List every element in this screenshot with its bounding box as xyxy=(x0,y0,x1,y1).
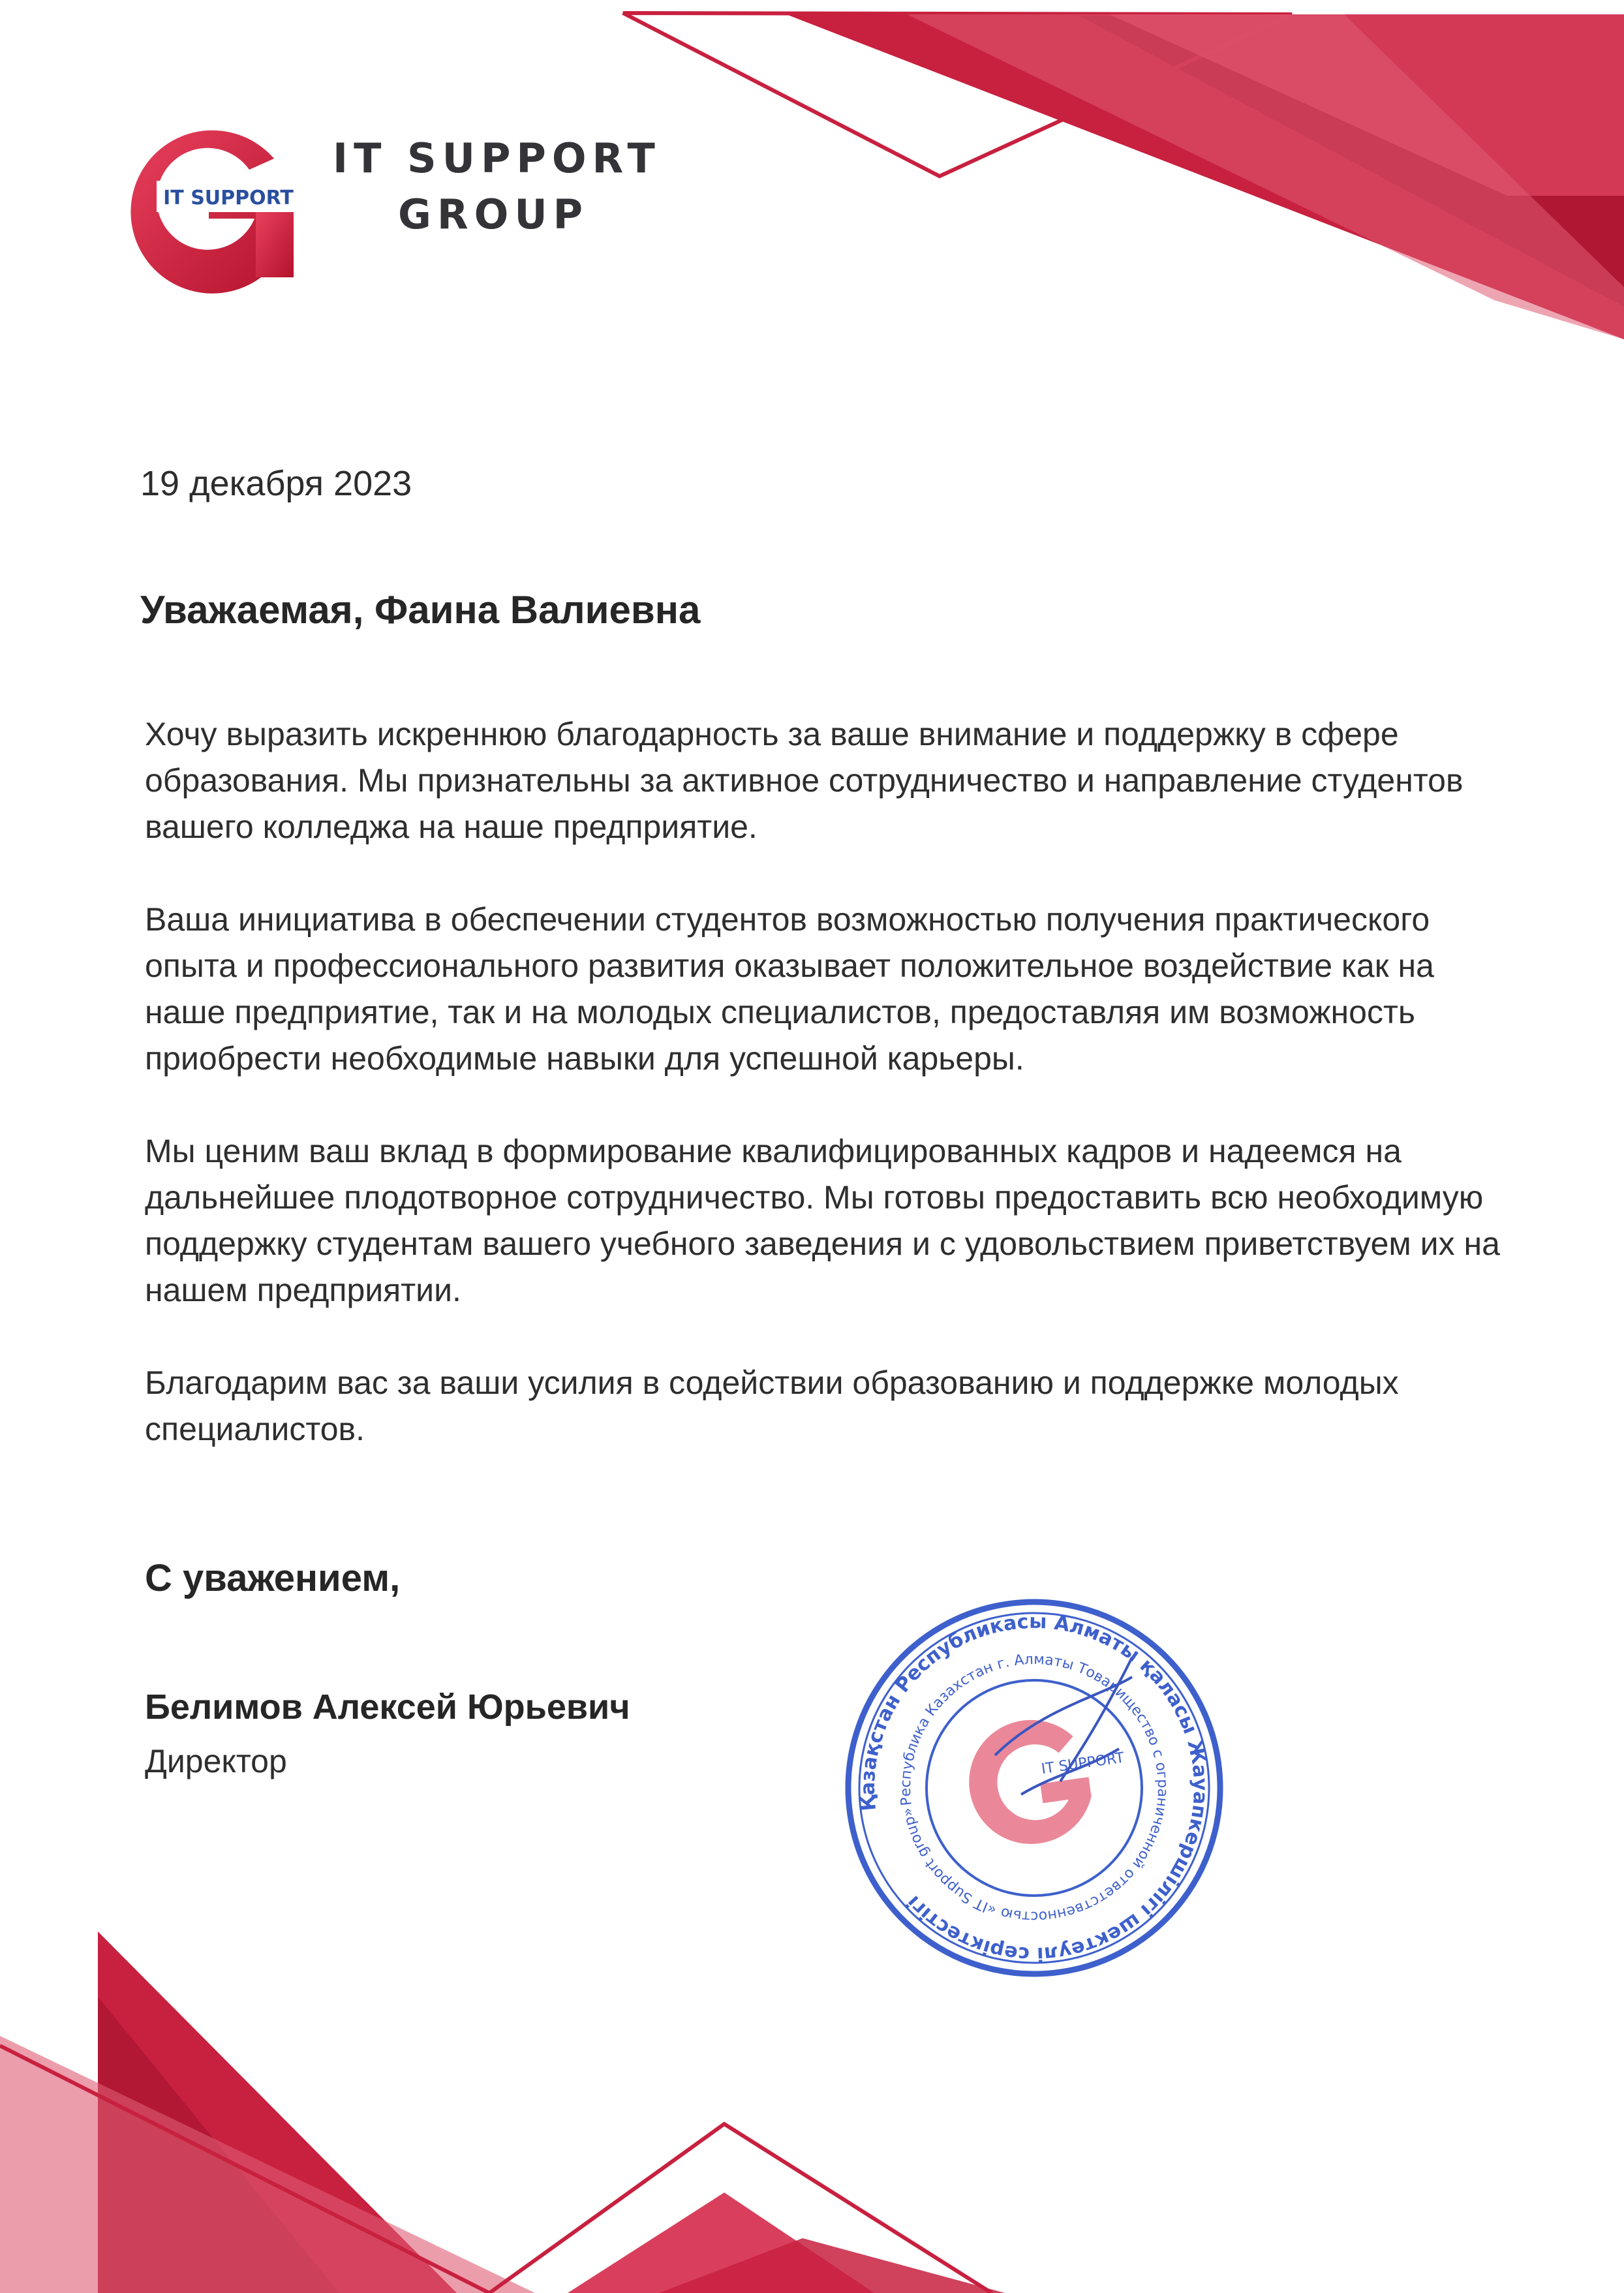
paragraph: Благодарим вас за ваши усилия в содействии образованию и поддержке молодых специалистов. xyxy=(145,1364,1399,1447)
company-seal xyxy=(825,1579,1243,1997)
company-name-line2: GROUP xyxy=(398,191,589,238)
company-logo xyxy=(78,108,339,297)
seal-inner-text: Республика Казахстан г. Алматы Товарищество с ограниченной ответственностью «IT Support group» xyxy=(897,1651,1171,1925)
signer-title: Директор xyxy=(145,1743,287,1779)
letter-closing: С уважением, xyxy=(145,1557,401,1599)
seal-outer-text: Қазақстан Республикасы Алматы қаласы Жауапкершілігі шектеулі серіктестігі xyxy=(856,1610,1212,1966)
paragraph: Ваша инициатива в обеспечении студентов возможностью получения практического опыта и профессионального развития оказывает положительное воздействие как на наше предприятие, так и на молодых специалистов, предоставляя им возможность приобрести необходимые навыки для успешной карьеры. xyxy=(145,901,1434,1077)
paragraph: Мы ценим ваш вклад в формирование квалифицированных кадров и надеемся на дальнейшее плодотворное сотрудничество. Мы готовы предоставить всю необходимую поддержку студентам вашего учебного заведения и с удовольствием приветствуем их на нашем предприятии. xyxy=(145,1133,1500,1308)
company-name-line1: IT SUPPORT xyxy=(333,134,661,182)
signer-name: Белимов Алексей Юрьевич xyxy=(145,1687,630,1727)
paragraph: Хочу выразить искреннюю благодарность за ваше внимание и поддержку в сфере образования. Мы признательны за активное сотрудничество и направление студентов вашего колледжа на наше предприятие. xyxy=(145,716,1463,845)
logo-badge-text: IT SUPPORT xyxy=(163,187,294,209)
letter-date: 19 декабря 2023 xyxy=(140,464,412,503)
letter-greeting: Уважаемая, Фаина Валиевна xyxy=(140,588,701,632)
seal-center-badge: IT SUPPORT xyxy=(1040,1749,1126,1778)
letter-body xyxy=(145,711,1502,1499)
header-decoration xyxy=(623,13,1624,339)
company-name xyxy=(333,131,661,243)
